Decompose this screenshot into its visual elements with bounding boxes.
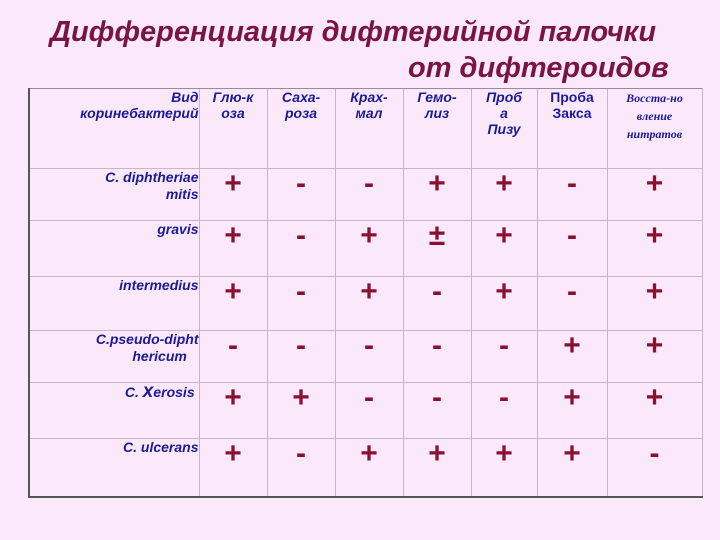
cell-value: - [403,277,471,331]
header-species: Вид коринебактерий [29,89,199,169]
cell-value: - [335,331,403,383]
row-name: intermedius [29,277,199,331]
cell-value: + [537,439,607,497]
cell-value: - [267,439,335,497]
cell-value: + [199,169,267,221]
cell-value: - [403,383,471,439]
cell-value: + [537,331,607,383]
table-row [29,383,702,439]
row-name: gravis [29,221,199,277]
cell-value: + [471,169,537,221]
table-row [29,169,702,221]
row-name: C.pseudo-dipht hericum [29,331,199,383]
cell-value: + [607,169,702,221]
cell-value: ± [403,221,471,277]
cell-value: + [199,439,267,497]
cell-value: - [471,383,537,439]
header-sachs-test: Проба Закса [537,89,607,169]
cell-value: + [607,277,702,331]
cell-value: - [607,439,702,497]
cell-value: - [403,331,471,383]
cell-value: - [471,331,537,383]
cell-value: - [537,169,607,221]
cell-value: - [335,169,403,221]
cell-value: + [403,169,471,221]
cell-value: + [607,383,702,439]
cell-value: + [607,331,702,383]
row-name: C. diphtheriae mitis [29,169,199,221]
cell-value: - [537,277,607,331]
table-row [29,277,702,331]
header-pisu-test: Проб а Пизу [471,89,537,169]
row-name: C. ulcerans [29,439,199,497]
cell-value: - [267,331,335,383]
cell-value: + [471,277,537,331]
cell-value: + [267,383,335,439]
table-row [29,221,702,277]
header-sucrose: Саха- роза [267,89,335,169]
table-row [29,439,702,497]
differentiation-table [28,88,703,498]
cell-value: - [267,277,335,331]
title-line-2: от дифтероидов [408,52,669,84]
header-hemolysis: Гемо- лиз [403,89,471,169]
cell-value: + [471,221,537,277]
row-name: C. xerosis [29,383,199,439]
cell-value: + [537,383,607,439]
cell-value: + [335,221,403,277]
header-glucose: Глю-к оза [199,89,267,169]
cell-value: - [335,383,403,439]
cell-value: - [537,221,607,277]
cell-value: + [335,439,403,497]
cell-value: + [199,221,267,277]
cell-value: - [267,169,335,221]
header-starch: Крах- мал [335,89,403,169]
table-row [29,331,702,383]
header-nitrate-reduction: Восста-но вление нитратов [607,89,702,169]
cell-value: - [267,221,335,277]
cell-value: + [471,439,537,497]
title-line-1: Дифференциация дифтерийной палочки [50,16,657,48]
cell-value: + [199,383,267,439]
cell-value: + [199,277,267,331]
cell-value: + [335,277,403,331]
cell-value: - [199,331,267,383]
cell-value: + [607,221,702,277]
header-row [29,89,702,169]
cell-value: + [403,439,471,497]
